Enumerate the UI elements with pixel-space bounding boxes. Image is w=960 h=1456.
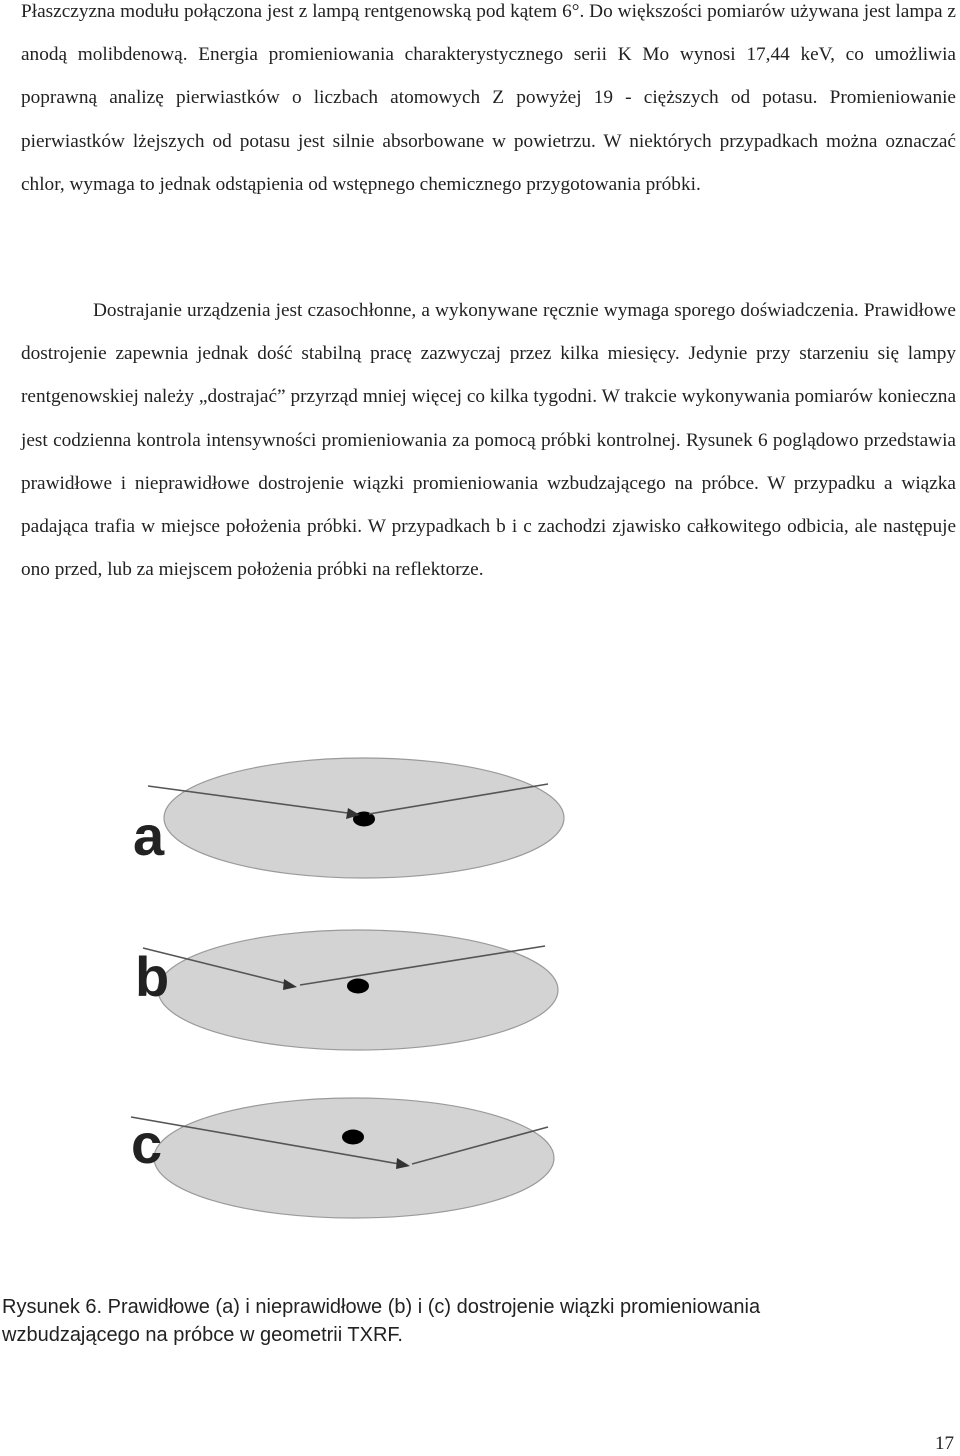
panel-a [133, 758, 564, 878]
panel-b [135, 930, 558, 1050]
panel-label-a: a [133, 804, 165, 867]
figure-caption: Rysunek 6. Prawidłowe (a) i nieprawidłowe (b) i (c) dostrojenie wiązki promieniowania wzbudzającego na próbce w geometrii TXRF. [2, 1296, 761, 1346]
sample-dot-c [342, 1130, 364, 1145]
page-number: 17 [935, 1433, 954, 1454]
panel-label-b: b [135, 945, 170, 1008]
paragraph-2-text: Dostrajanie urządzenia jest czasochłonne, a wykonywane ręcznie wymaga sporego doświadczenia. Prawidłowe dostrojenie zapewnia jednak dość stabilną pracę zazwyczaj przez kilka miesięcy. Jedynie przy starzeniu się lampy rentgenowskiej należy „dostrajać” przyrząd mniej więcej co kilka tygodni. W trakcie wykonywania pomiarów konieczna jest codzienna kontrola intensywności promieniowania za pomocą próbki kontrolnej. Rysunek 6 poglądowo przedstawia prawidłowe i nieprawidłowe dostrojenie wiązki promieniowania wzbudzającego na próbce. W przypadku a wiązka padająca trafia w miejsce położenia próbki. W przypadkach b i c zachodzi zjawisko całkowitego odbicia, ale następuje ono przed, lub za miejscem położenia próbki na reflektorze. [21, 300, 956, 581]
paragraph-1: Płaszczyzna modułu połączona jest z lampą rentgenowską pod kątem 6°. Do większości pomiarów używana jest lampa z anodą molibdenową. Energia promieniowania charakterystycznego serii K Mo wynosi 17,44 keV, co umożliwia poprawną analizę pierwiastków o liczbach atomowych Z powyżej 19 - cięższych od potasu. Promieniowanie pierwiastków lżejszych od potasu jest silnie absorbowane w powietrzu. W niektórych przypadkach można oznaczać chlor, wymaga to jednak odstąpienia od wstępnego chemicznego przygotowania próbki. [21, 1, 956, 195]
panel-c [131, 1098, 554, 1218]
paragraph-2 [21, 289, 956, 591]
sample-dot-b [347, 979, 369, 994]
reflector-ellipse-c [154, 1098, 554, 1218]
figure-txrf-alignment [0, 740, 960, 1260]
panel-label-c: c [131, 1112, 163, 1175]
